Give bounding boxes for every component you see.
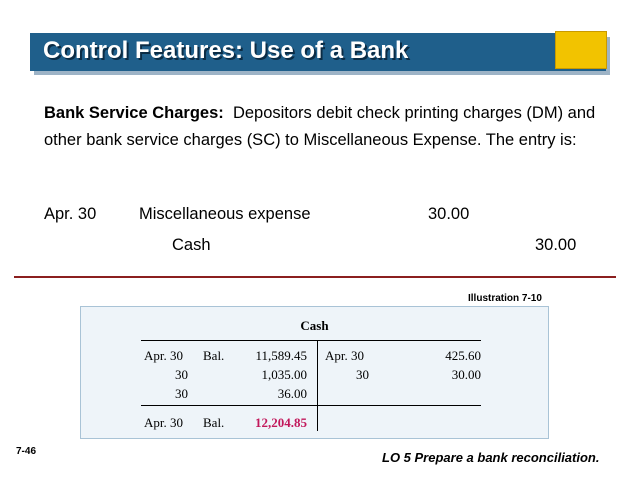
entry-credit-amount: 30.00 (535, 236, 577, 254)
credit-date: 30 (356, 367, 369, 382)
balance-amount: 12,204.85 (255, 415, 307, 430)
balance-date: Apr. 30 (144, 415, 183, 430)
debit-amount: 11,589.45 (255, 348, 307, 363)
t-account-top-rule (141, 340, 481, 341)
slide-title: Control Features: Use of a Bank (43, 37, 409, 64)
lead-text: Bank Service Charges: (44, 104, 224, 122)
debit-amount: 36.00 (277, 386, 307, 401)
debit-note: Bal. (203, 348, 225, 363)
t-account-divider (317, 340, 318, 431)
t-account-title: Cash (300, 318, 329, 333)
entry-debit-amount: 30.00 (428, 205, 470, 223)
title-accent-box (555, 31, 607, 69)
page-number: 7-46 (16, 446, 37, 457)
t-account-balance-rule-left (141, 405, 317, 406)
debit-date: Apr. 30 (144, 348, 183, 363)
learning-objective: LO 5 Prepare a bank reconciliation. (382, 450, 600, 465)
body-text: Depositors debit check printing charges (DM) and other bank service charges (SC) to Miscellaneous Expense. The entry is: (44, 104, 596, 149)
entry-debit-account: Miscellaneous expense (139, 205, 311, 223)
t-account-panel (80, 306, 549, 439)
debit-date: 30 (175, 386, 188, 401)
balance-note: Bal. (203, 415, 225, 430)
title-bar (30, 33, 606, 71)
credit-date: Apr. 30 (325, 348, 364, 363)
t-account-balance-rule-right (317, 405, 481, 406)
illustration-label: Illustration 7-10 (468, 293, 542, 304)
credit-amount: 425.60 (445, 348, 481, 363)
body-paragraph (44, 100, 604, 154)
divider-rule (14, 276, 616, 278)
entry-date: Apr. 30 (44, 205, 97, 223)
entry-credit-account: Cash (172, 236, 211, 254)
credit-amount: 30.00 (451, 367, 481, 382)
debit-amount: 1,035.00 (261, 367, 307, 382)
debit-date: 30 (175, 367, 188, 382)
